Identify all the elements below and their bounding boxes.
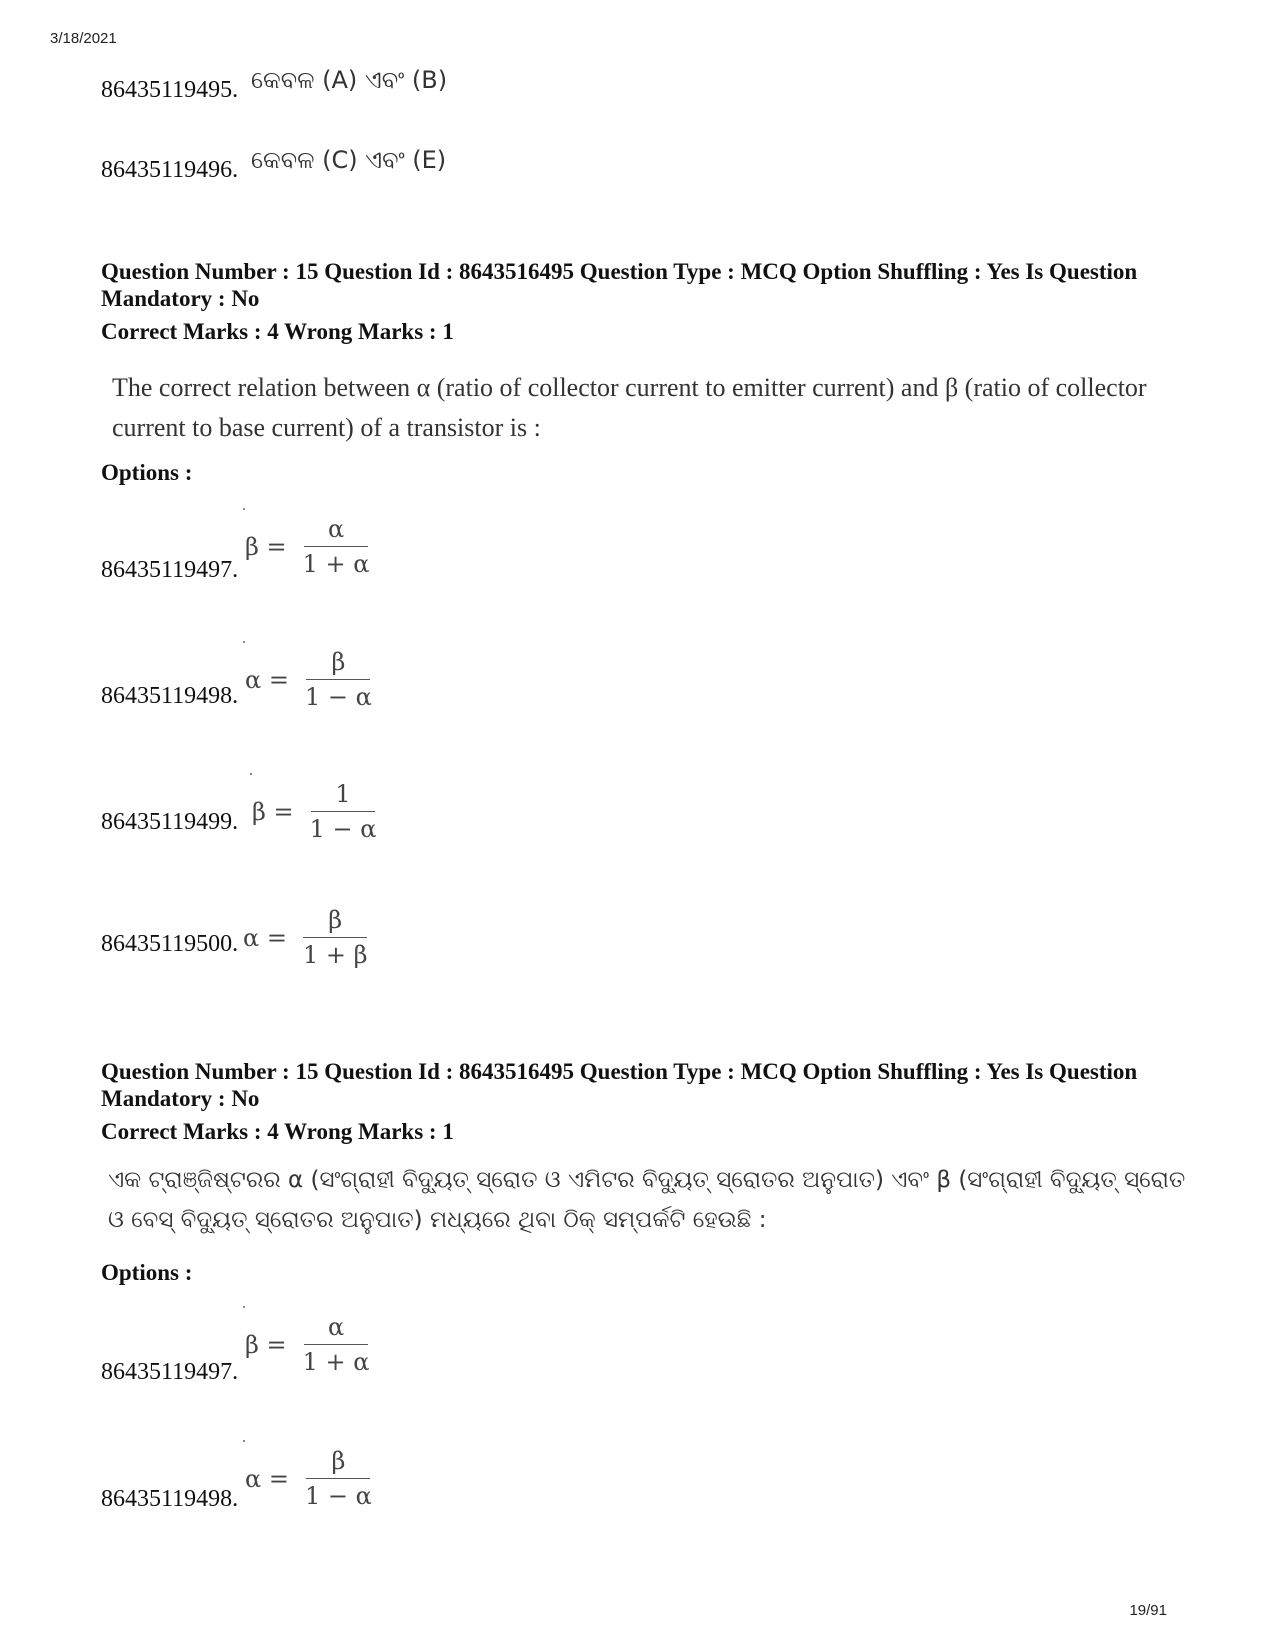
question-text: The correct relation between α (ratio of collector current to emitter current) and β (ratio of collector current to base current) of a transistor is : (112, 373, 1147, 442)
options-label: Options : (101, 1260, 193, 1285)
option-marker-dot (243, 508, 245, 510)
numerator: α (304, 1313, 368, 1345)
question-meta: Question Number : 15 Question Id : 8643516495 Question Type : MCQ Option Shuffling : Yes Is Question Mandatory : No (101, 1059, 1138, 1111)
question-meta: Question Number : 15 Question Id : 8643516495 Question Type : MCQ Option Shuffling : Yes Is Question Mandatory : No (101, 259, 1138, 311)
option-row (101, 672, 801, 708)
formula-lhs: β = (245, 532, 287, 561)
print-date: 3/18/2021 (50, 30, 117, 47)
option-id: 86435119498. (101, 1486, 239, 1512)
option-row (101, 1348, 801, 1384)
option-marker-dot (243, 1440, 245, 1442)
option-id: 86435119497. (101, 557, 239, 583)
formula-lhs: α = (245, 665, 289, 694)
question-text: ଏକ ଟ୍ରାଞ୍ଜିଷ୍ଟରର α (ସଂଗ୍ରାହୀ ବିଦ୍ୟୁତ୍ ସ୍ରୋତ ଓ ଏମିଟର ବିଦ୍ୟୁତ୍ ସ୍ରୋତର ଅନୁପାତ) ଏବଂ β (ସଂଗ୍ରାହୀ ବିଦ୍ୟୁତ୍ ସ୍ରୋତ ଓ ବେସ୍ ବିଦ୍ୟୁତ୍ ସ୍ରୋତର ଅନୁପାତ) ମଧ୍ୟରେ ଥିବା ଠିକ୍ ସମ୍ପର୍କଟି ହେଉଛି : (108, 1167, 1186, 1233)
option-marker-dot (243, 1306, 245, 1308)
formula-lhs: α = (243, 923, 287, 952)
numerator: β (306, 1447, 370, 1479)
option-row (101, 66, 801, 102)
option-id: 86435119500. (101, 931, 239, 957)
denominator: 1 − α (304, 683, 372, 711)
denominator: 1 + α (302, 550, 370, 578)
numerator: β (306, 648, 370, 680)
numerator: α (304, 515, 368, 547)
formula-lhs: β = (252, 797, 294, 826)
formula-lhs: β = (245, 1330, 287, 1359)
option-id: 86435119497. (101, 1359, 239, 1385)
option-marker-dot (243, 641, 245, 643)
option-id: 86435119495. (101, 77, 239, 103)
option-row (101, 798, 801, 834)
question-marks: Correct Marks : 4 Wrong Marks : 1 (101, 319, 454, 344)
option-row (101, 920, 801, 956)
numerator: 1 (311, 780, 375, 812)
option-text: କେବଳ (C) ଏବଂ (E) (251, 146, 447, 174)
question-header (101, 1058, 1181, 1145)
question-header (101, 258, 1181, 345)
page-number: 19/91 (1129, 1602, 1167, 1619)
denominator: 1 + α (302, 1348, 370, 1376)
option-row (101, 1475, 801, 1511)
option-id: 86435119499. (101, 809, 239, 835)
formula-lhs: α = (245, 1464, 289, 1493)
denominator: 1 − α (309, 815, 377, 843)
option-row (101, 546, 801, 582)
option-row (101, 146, 801, 182)
option-marker-dot (250, 773, 252, 775)
numerator: β (303, 906, 367, 938)
denominator: 1 + β (302, 941, 368, 969)
question-marks: Correct Marks : 4 Wrong Marks : 1 (101, 1119, 454, 1144)
options-label: Options : (101, 460, 193, 485)
denominator: 1 − α (304, 1482, 372, 1510)
option-text: କେବଳ (A) ଏବଂ (B) (251, 66, 448, 94)
option-id: 86435119496. (101, 157, 239, 183)
option-id: 86435119498. (101, 683, 239, 709)
